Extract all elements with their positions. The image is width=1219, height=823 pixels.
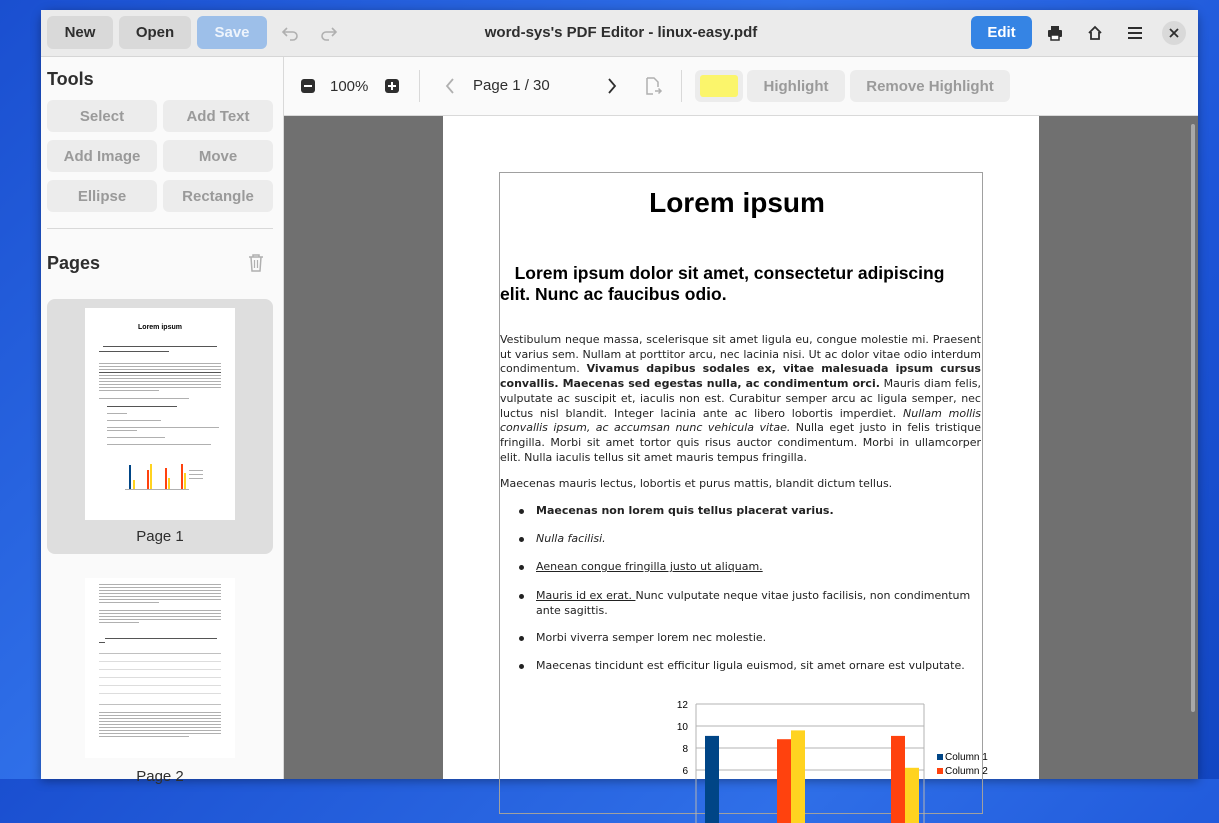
toolbar-divider	[681, 70, 682, 102]
chart-bar	[905, 768, 919, 823]
highlight-color-swatch	[700, 75, 738, 97]
list-item	[536, 588, 982, 618]
document-title: Lorem ipsum	[649, 187, 825, 218]
paragraph-1-text: Nulla eget justo in felis tristique fringilla. Morbi sit amet tortor quis risus auctor condimentum. Morbi in ullamcorper elit. Nulla iaculis tellus sit amet mauris tempus fringilla.	[500, 421, 982, 464]
add-text-tool-button[interactable]: Add Text	[163, 100, 273, 132]
bar-chart	[580, 693, 988, 823]
next-page-icon[interactable]	[606, 78, 618, 99]
toolbar-divider	[419, 70, 420, 102]
page-content	[499, 172, 988, 814]
window-title: word-sys's PDF Editor - linux-easy.pdf	[484, 24, 758, 41]
list-item: Maecenas tincidunt est efficitur ligula euismod, sit amet ornare est vulputate.	[536, 658, 982, 673]
paragraph-1-bold: Vivamus dapibus sodales ex, vitae malesuada ipsum cursus convallis. Maecenas sed egestas nulla, ac condimentum orci.	[500, 362, 981, 391]
zoom-out-icon[interactable]	[300, 78, 316, 99]
paragraph-1	[500, 333, 981, 465]
pdf-page	[443, 116, 1039, 779]
add-image-tool-button[interactable]: Add Image	[47, 140, 157, 172]
highlight-button[interactable]: Highlight	[747, 70, 845, 102]
chart-bars	[705, 730, 919, 823]
document-viewer[interactable]	[284, 116, 1198, 779]
move-tool-button[interactable]: Move	[163, 140, 273, 172]
document-heading	[500, 263, 970, 305]
list-item-text: Nunc vulputate neque vitae justo facilisis, non condimentum ante sagittis.	[536, 589, 971, 617]
paragraph-1-italic: Nullam mollis convallis ipsum, ac accumsan nunc vehicula vitae.	[500, 406, 981, 435]
trash-icon[interactable]	[247, 253, 265, 278]
list-item: Maecenas non lorem quis tellus placerat varius.	[536, 503, 982, 518]
list-item: Morbi viverra semper lorem nec molestie.	[536, 630, 982, 645]
ellipse-tool-button[interactable]: Ellipse	[47, 180, 157, 212]
zoom-level: 100%	[330, 78, 369, 95]
chart-y-tick-label: 12	[676, 700, 688, 711]
page-thumbnail-1[interactable]	[47, 299, 273, 554]
previous-page-icon[interactable]	[444, 78, 456, 99]
list-item: Aenean congue fringilla justo ut aliquam.	[536, 559, 982, 574]
redo-icon[interactable]	[312, 16, 346, 49]
paragraph-1-text: Vestibulum neque massa, scelerisque sit amet ligula eu, congue molestie mi. Praesent ut varius sem. Nullam at porttitor arcu, nec lacinia nisi. Ut ac dolor vitae odio interdum condimentum.	[500, 333, 981, 376]
pages-title: Pages	[47, 253, 101, 273]
remove-highlight-button[interactable]: Remove Highlight	[850, 70, 1010, 102]
page-2-label: Page 2	[136, 768, 184, 785]
new-button[interactable]: New	[47, 16, 113, 49]
home-icon[interactable]	[1078, 16, 1112, 49]
sidebar	[41, 57, 284, 785]
document-toolbar	[284, 57, 1198, 116]
chart-bar	[777, 739, 791, 823]
chart-bar	[791, 730, 805, 823]
page-1-preview: Lorem ipsum	[85, 308, 235, 520]
legend-label: Column 1	[945, 752, 988, 763]
highlight-color-picker[interactable]	[695, 70, 743, 102]
edit-button[interactable]: Edit	[971, 16, 1032, 49]
go-to-page-icon[interactable]	[644, 77, 662, 100]
legend-swatch	[937, 754, 943, 760]
vertical-scrollbar[interactable]	[1191, 124, 1195, 712]
page-indicator: Page 1 / 30	[473, 77, 550, 94]
chart-y-tick-label: 10	[676, 722, 688, 733]
list-item: Nulla facilisi.	[536, 531, 982, 546]
print-icon[interactable]	[1038, 16, 1072, 49]
zoom-in-icon[interactable]	[384, 78, 400, 99]
chart-y-tick-label: 6	[682, 766, 688, 777]
page-1-label: Page 1	[136, 528, 184, 545]
header-bar	[41, 10, 1198, 57]
save-button[interactable]: Save	[197, 16, 267, 49]
select-tool-button[interactable]: Select	[47, 100, 157, 132]
rectangle-tool-button[interactable]: Rectangle	[163, 180, 273, 212]
heading-text: Lorem ipsum dolor sit amet, consectetur adipiscing elit. Nunc ac faucibus odio.	[500, 263, 945, 304]
chart-y-tick-label: 8	[682, 744, 688, 755]
undo-icon[interactable]	[273, 16, 307, 49]
app-window	[41, 10, 1198, 785]
sidebar-divider	[47, 228, 273, 229]
list-item-underlined: Mauris id ex erat.	[536, 589, 636, 602]
page-thumbnail-2[interactable]	[47, 569, 273, 785]
close-icon[interactable]	[1162, 21, 1186, 45]
legend-swatch	[937, 768, 943, 774]
legend-label: Column 2	[945, 766, 988, 777]
menu-icon[interactable]	[1118, 16, 1152, 49]
paragraph-1-text: Mauris diam felis, vulputate ac suscipit et, iaculis non est. Curabitur semper arcu ac ligula semper, nec luctus nisl blandit. Integer lacinia ante ac libero lobortis imperdiet.	[500, 377, 981, 420]
chart-bar	[705, 736, 719, 823]
paragraph-2: Maecenas mauris lectus, lobortis et purus mattis, blandit dictum tellus.	[500, 477, 893, 490]
open-button[interactable]: Open	[119, 16, 191, 49]
page-2-preview	[85, 578, 235, 758]
chart-legend	[937, 752, 988, 777]
tools-title: Tools	[47, 69, 94, 89]
chart-bar	[891, 736, 905, 823]
